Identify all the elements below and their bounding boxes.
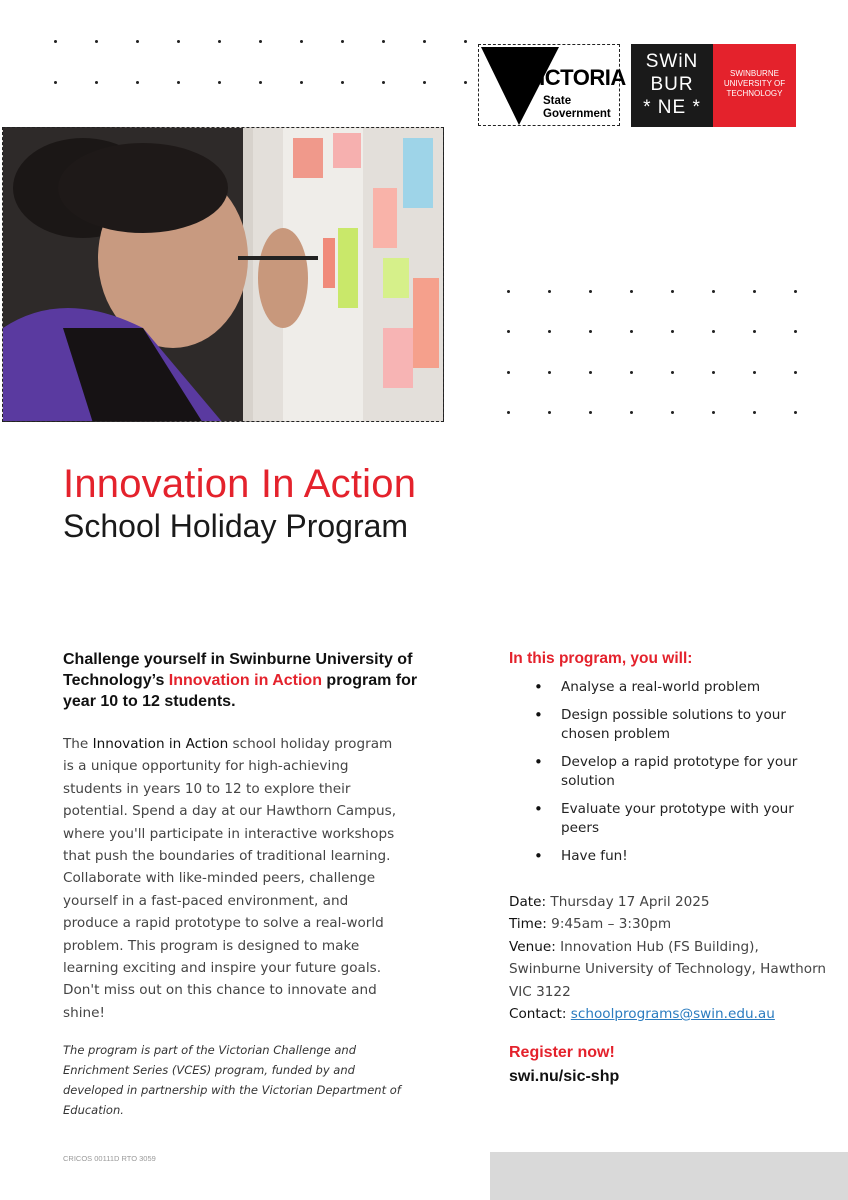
decorative-dot [54, 81, 57, 84]
decorative-dot [218, 81, 221, 84]
intro-body-highlight: Innovation in Action [92, 736, 229, 752]
decorative-dot [712, 290, 715, 293]
list-item: • Have fun! [509, 847, 809, 867]
decorative-dot [177, 81, 180, 84]
decorative-dot [464, 40, 467, 43]
decorative-dot [507, 290, 510, 293]
contact-label: Contact: [509, 1006, 567, 1023]
decorative-dot [54, 40, 57, 43]
decorative-dot [218, 40, 221, 43]
victoria-subtitle [543, 95, 611, 121]
hero-photo [2, 127, 444, 422]
decorative-dot [259, 81, 262, 84]
list-item: • Design possible solutions to your chosen problem [509, 706, 809, 745]
decorative-dot [753, 371, 756, 374]
decorative-dot [671, 411, 674, 414]
decorative-dot [671, 330, 674, 333]
decorative-dot [589, 290, 592, 293]
register-heading: Register now! [509, 1044, 615, 1061]
decorative-dot [794, 330, 797, 333]
list-item: • Develop a rapid prototype for your solution [509, 753, 809, 792]
event-details [509, 891, 829, 1025]
decorative-dot [464, 81, 467, 84]
program-list-heading: In this program, you will: [509, 650, 693, 667]
decorative-dot [671, 290, 674, 293]
page-title: Innovation In Action [63, 462, 417, 506]
time-value: 9:45am – 3:30pm [546, 916, 672, 933]
swinburne-logo [631, 44, 796, 127]
intro-body-text-1: The [63, 736, 93, 752]
decorative-dot [794, 371, 797, 374]
decorative-dot [712, 411, 715, 414]
swinburne-tagline [713, 44, 796, 127]
cricos-code: CRICOS 00111D RTO 3059 [63, 1154, 156, 1163]
decorative-dot [423, 81, 426, 84]
intro-body [63, 733, 398, 1024]
decorative-dot [177, 40, 180, 43]
intro-lead [63, 649, 423, 712]
intro-body-text-2: school holiday program is a unique opportunity for high-achieving students in years 10 to 12 to explore their potential. Spend a day at our Hawthorn Campus, where you'll participate in interactive workshops that push the boundaries of traditional learning. Collaborate with like-minded peers, challenge yourself in a fast-paced environment, and produce a rapid prototype to solve a real-world problem. This program is designed to make learning exciting and inspire your future goals. Don't miss out on this chance to innovate and shine! [63, 736, 397, 1021]
decorative-dot [630, 371, 633, 374]
decorative-dot [630, 290, 633, 293]
decorative-dot [712, 371, 715, 374]
decorative-dot [794, 290, 797, 293]
decorative-dot [794, 411, 797, 414]
venue-row [509, 936, 829, 1003]
decorative-dot [589, 411, 592, 414]
victoria-line-government: Government [543, 108, 611, 120]
date-row [509, 891, 829, 913]
intro-lead-text-1: Challenge yourself in Swinburne University of Technology’s [63, 651, 413, 689]
decorative-dot [712, 330, 715, 333]
victoria-state-government-logo [478, 44, 626, 126]
intro-lead-highlight: Innovation in Action [168, 672, 322, 689]
decorative-dot [95, 81, 98, 84]
program-footnote: The program is part of the Victorian Challenge and Enrichment Series (VCES) program, funded by and developed in partnership with the Victorian Department of Education. [63, 1043, 401, 1117]
decorative-dot [300, 81, 303, 84]
list-item: • Analyse a real-world problem [509, 678, 809, 698]
contact-row [509, 1003, 829, 1025]
decorative-dot [136, 40, 139, 43]
decorative-dot [341, 81, 344, 84]
intro-lead-text-2: program for year 10 to 12 students. [63, 672, 418, 710]
decorative-dot [548, 371, 551, 374]
swinburne-row-2: BUR [650, 74, 694, 95]
decorative-dot [507, 371, 510, 374]
decorative-dot [507, 330, 510, 333]
swinburne-tag-line-3: TECHNOLOGY [726, 89, 783, 98]
time-row [509, 913, 829, 935]
decorative-dot [630, 411, 633, 414]
register-link[interactable]: swi.nu/sic-shp [509, 1068, 620, 1085]
decorative-dot [423, 40, 426, 43]
decorative-dot [753, 290, 756, 293]
swinburne-row-1: SWiN [645, 51, 699, 72]
time-label: Time: [509, 916, 547, 933]
victoria-line-state: State [543, 95, 572, 107]
decorative-dot [548, 290, 551, 293]
list-item: • Evaluate your prototype with your peers [509, 800, 809, 839]
date-label: Date: [509, 894, 547, 910]
decorative-dot [671, 371, 674, 374]
decorative-dot [382, 81, 385, 84]
decorative-dot [136, 81, 139, 84]
contact-email-link[interactable]: schoolprograms@swin.edu.au [570, 1006, 775, 1023]
decorative-dot [548, 411, 551, 414]
swinburne-row-3: * NE * [643, 97, 701, 118]
date-value: Thursday 17 April 2025 [546, 894, 710, 910]
decorative-dot [341, 40, 344, 43]
decorative-dot [95, 40, 98, 43]
swinburne-wordmark [631, 44, 713, 127]
program-list [509, 678, 809, 874]
decorative-dot [507, 411, 510, 414]
decorative-dot [300, 40, 303, 43]
page-subtitle: School Holiday Program [63, 508, 409, 544]
venue-label: Venue: [509, 938, 556, 955]
decorative-dot [589, 371, 592, 374]
decorative-dot [259, 40, 262, 43]
decorative-dot [753, 330, 756, 333]
decorative-dot [589, 330, 592, 333]
victoria-wordmark: VICTORIA [525, 65, 626, 90]
footer-bar [490, 1152, 848, 1200]
decorative-dot [753, 411, 756, 414]
decorative-dot [630, 330, 633, 333]
decorative-dot [548, 330, 551, 333]
swinburne-tag-line-1: SWINBURNE [730, 69, 779, 78]
student-photo-illustration [3, 128, 444, 422]
venue-value: Innovation Hub (FS Building), Swinburne University of Technology, Hawthorn VIC 3122 [509, 938, 827, 1000]
swinburne-tag-line-2: UNIVERSITY OF [723, 79, 786, 88]
decorative-dot [382, 40, 385, 43]
